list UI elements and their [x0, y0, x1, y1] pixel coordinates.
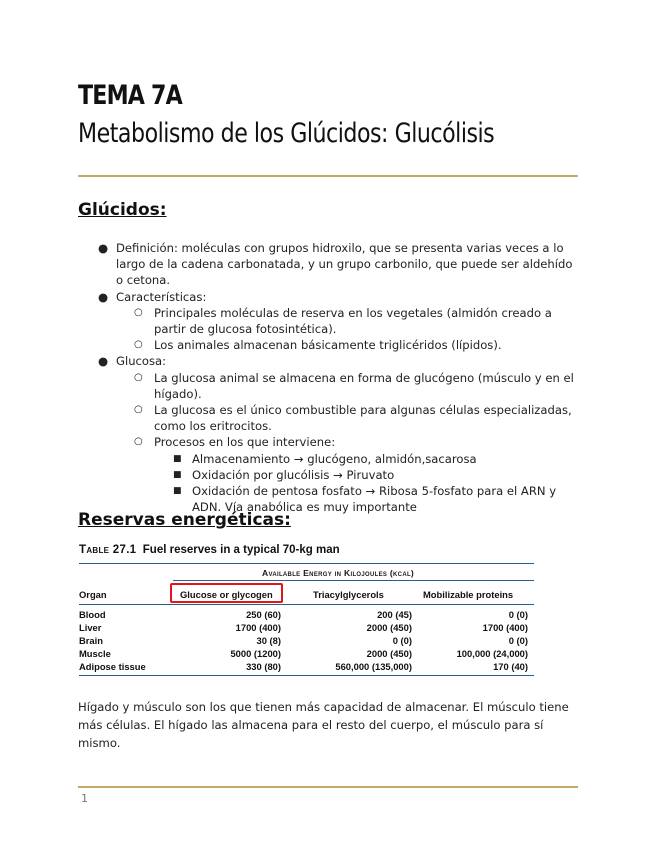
table-caption [79, 544, 534, 556]
table-cell: 250 (60) [246, 609, 281, 620]
fuel-reserves-table [79, 544, 534, 676]
table-cell: 200 (45) [377, 609, 412, 620]
sub-list-item [116, 370, 578, 402]
table-row-label: Liver [79, 622, 102, 633]
list-item-text: Oxidación de pentosa fosfato → Ribosa 5-fosfato para el ARN y ADN. Vía anabólica es muy importante [192, 484, 557, 515]
table-cell: 100,000 (24,000) [456, 648, 528, 659]
highlight-box [170, 583, 283, 603]
column-header-proteins: Mobilizable proteins [423, 589, 514, 600]
list-item [78, 240, 578, 289]
section-heading-reservas: Reservas energéticas: [78, 510, 291, 530]
footer-divider [78, 786, 578, 788]
table-group-rule [173, 580, 534, 581]
sub-sub-list-item [154, 467, 578, 483]
list-item-text: La glucosa es el único combustible para algunas células especializadas, como los eritrocitos. [154, 403, 572, 434]
list-item-text: Principales moléculas de reserva en los vegetales (almidón creado a partir de glucosa fotosintética). [154, 305, 552, 337]
table-row-label: Adipose tissue [79, 661, 146, 672]
summary-paragraph: Hígado y músculo son los que tienen más capacidad de almacenar. El músculo tiene más células. El hígado las almacena para el resto del cuerpo, el músculo para sí mismo. [78, 700, 569, 750]
sub-list-item [116, 402, 578, 434]
sub-list-item [116, 305, 578, 337]
list-item-text: Almacenamiento → glucógeno, almidón,sacarosa [192, 451, 477, 466]
bullet-icon: ● [98, 354, 109, 369]
table-cell: 0 (0) [508, 609, 528, 620]
table-header-rule [79, 604, 534, 605]
page-title: TEMA 7A [78, 80, 182, 111]
table-cell: 1700 (400) [482, 622, 528, 633]
circle-bullet-icon: ○ [134, 306, 143, 318]
column-header-glucose: Glucose or glycogen [180, 589, 273, 600]
table-caption-text: Fuel reserves in a typical 70-kg man [142, 544, 340, 556]
square-bullet-icon: ■ [173, 486, 182, 497]
table-cell: 5000 (1200) [230, 648, 281, 659]
header-divider [78, 175, 578, 177]
table-row-label: Brain [79, 635, 103, 646]
list-item-text: Definición: moléculas con grupos hidroxilo, que se presenta varias veces a lo largo de la cadena carbonatada, y un grupo carbonilo, que puede ser aldehído o cetona. [116, 241, 573, 288]
list-item [78, 353, 578, 515]
page-subtitle: Metabolismo de los Glúcidos: Glucólisis [78, 118, 495, 149]
table-cell: 170 (40) [493, 661, 528, 672]
section-heading-glucidos: Glúcidos: [78, 200, 167, 220]
table-cell: 1700 (400) [235, 622, 281, 633]
sub-list-item [116, 434, 578, 515]
list-item-text: Glucosa: [116, 354, 167, 369]
sub-sub-list-item [154, 451, 578, 467]
table-bottom-rule [79, 675, 534, 676]
column-header-triacylglycerols: Triacylglycerols [313, 589, 384, 600]
list-item-text: Los animales almacenan básicamente triglicéridos (lípidos). [154, 338, 502, 353]
list-item-text: Procesos en los que interviene: [154, 435, 336, 450]
page-number: 1 [81, 792, 88, 805]
table-cell: 30 (8) [256, 635, 281, 646]
table-row-label: Muscle [79, 648, 111, 659]
circle-bullet-icon: ○ [134, 371, 143, 383]
square-bullet-icon: ■ [173, 453, 182, 464]
circle-bullet-icon: ○ [134, 404, 143, 416]
column-header-organ: Organ [79, 589, 107, 600]
square-bullet-icon: ■ [173, 469, 182, 480]
list-item-text: Oxidación por glucólisis → Piruvato [192, 467, 395, 482]
table-row-label: Blood [79, 609, 106, 620]
bullet-icon: ● [98, 289, 109, 304]
circle-bullet-icon: ○ [134, 339, 143, 351]
table-cell: 560,000 (135,000) [335, 661, 412, 672]
table-cell: 2000 (450) [366, 622, 412, 633]
sub-list-item [116, 337, 578, 353]
table-cell: 0 (0) [508, 635, 528, 646]
glucidos-list [78, 240, 578, 515]
table-group-header: Available Energy in Kilojoules (kcal) [262, 568, 415, 578]
circle-bullet-icon: ○ [134, 436, 143, 448]
list-item-text: La glucosa animal se almacena en forma de glucógeno (músculo y en el hígado). [154, 370, 574, 401]
table-cell: 2000 (450) [366, 648, 412, 659]
list-item-text: Características: [116, 289, 207, 304]
table-top-rule [79, 563, 534, 564]
bullet-icon: ● [98, 241, 109, 255]
table-cell: 330 (80) [246, 661, 281, 672]
list-item [78, 289, 578, 354]
table-caption-number: Table 27.1 [79, 544, 137, 556]
table-cell: 0 (0) [392, 635, 412, 646]
